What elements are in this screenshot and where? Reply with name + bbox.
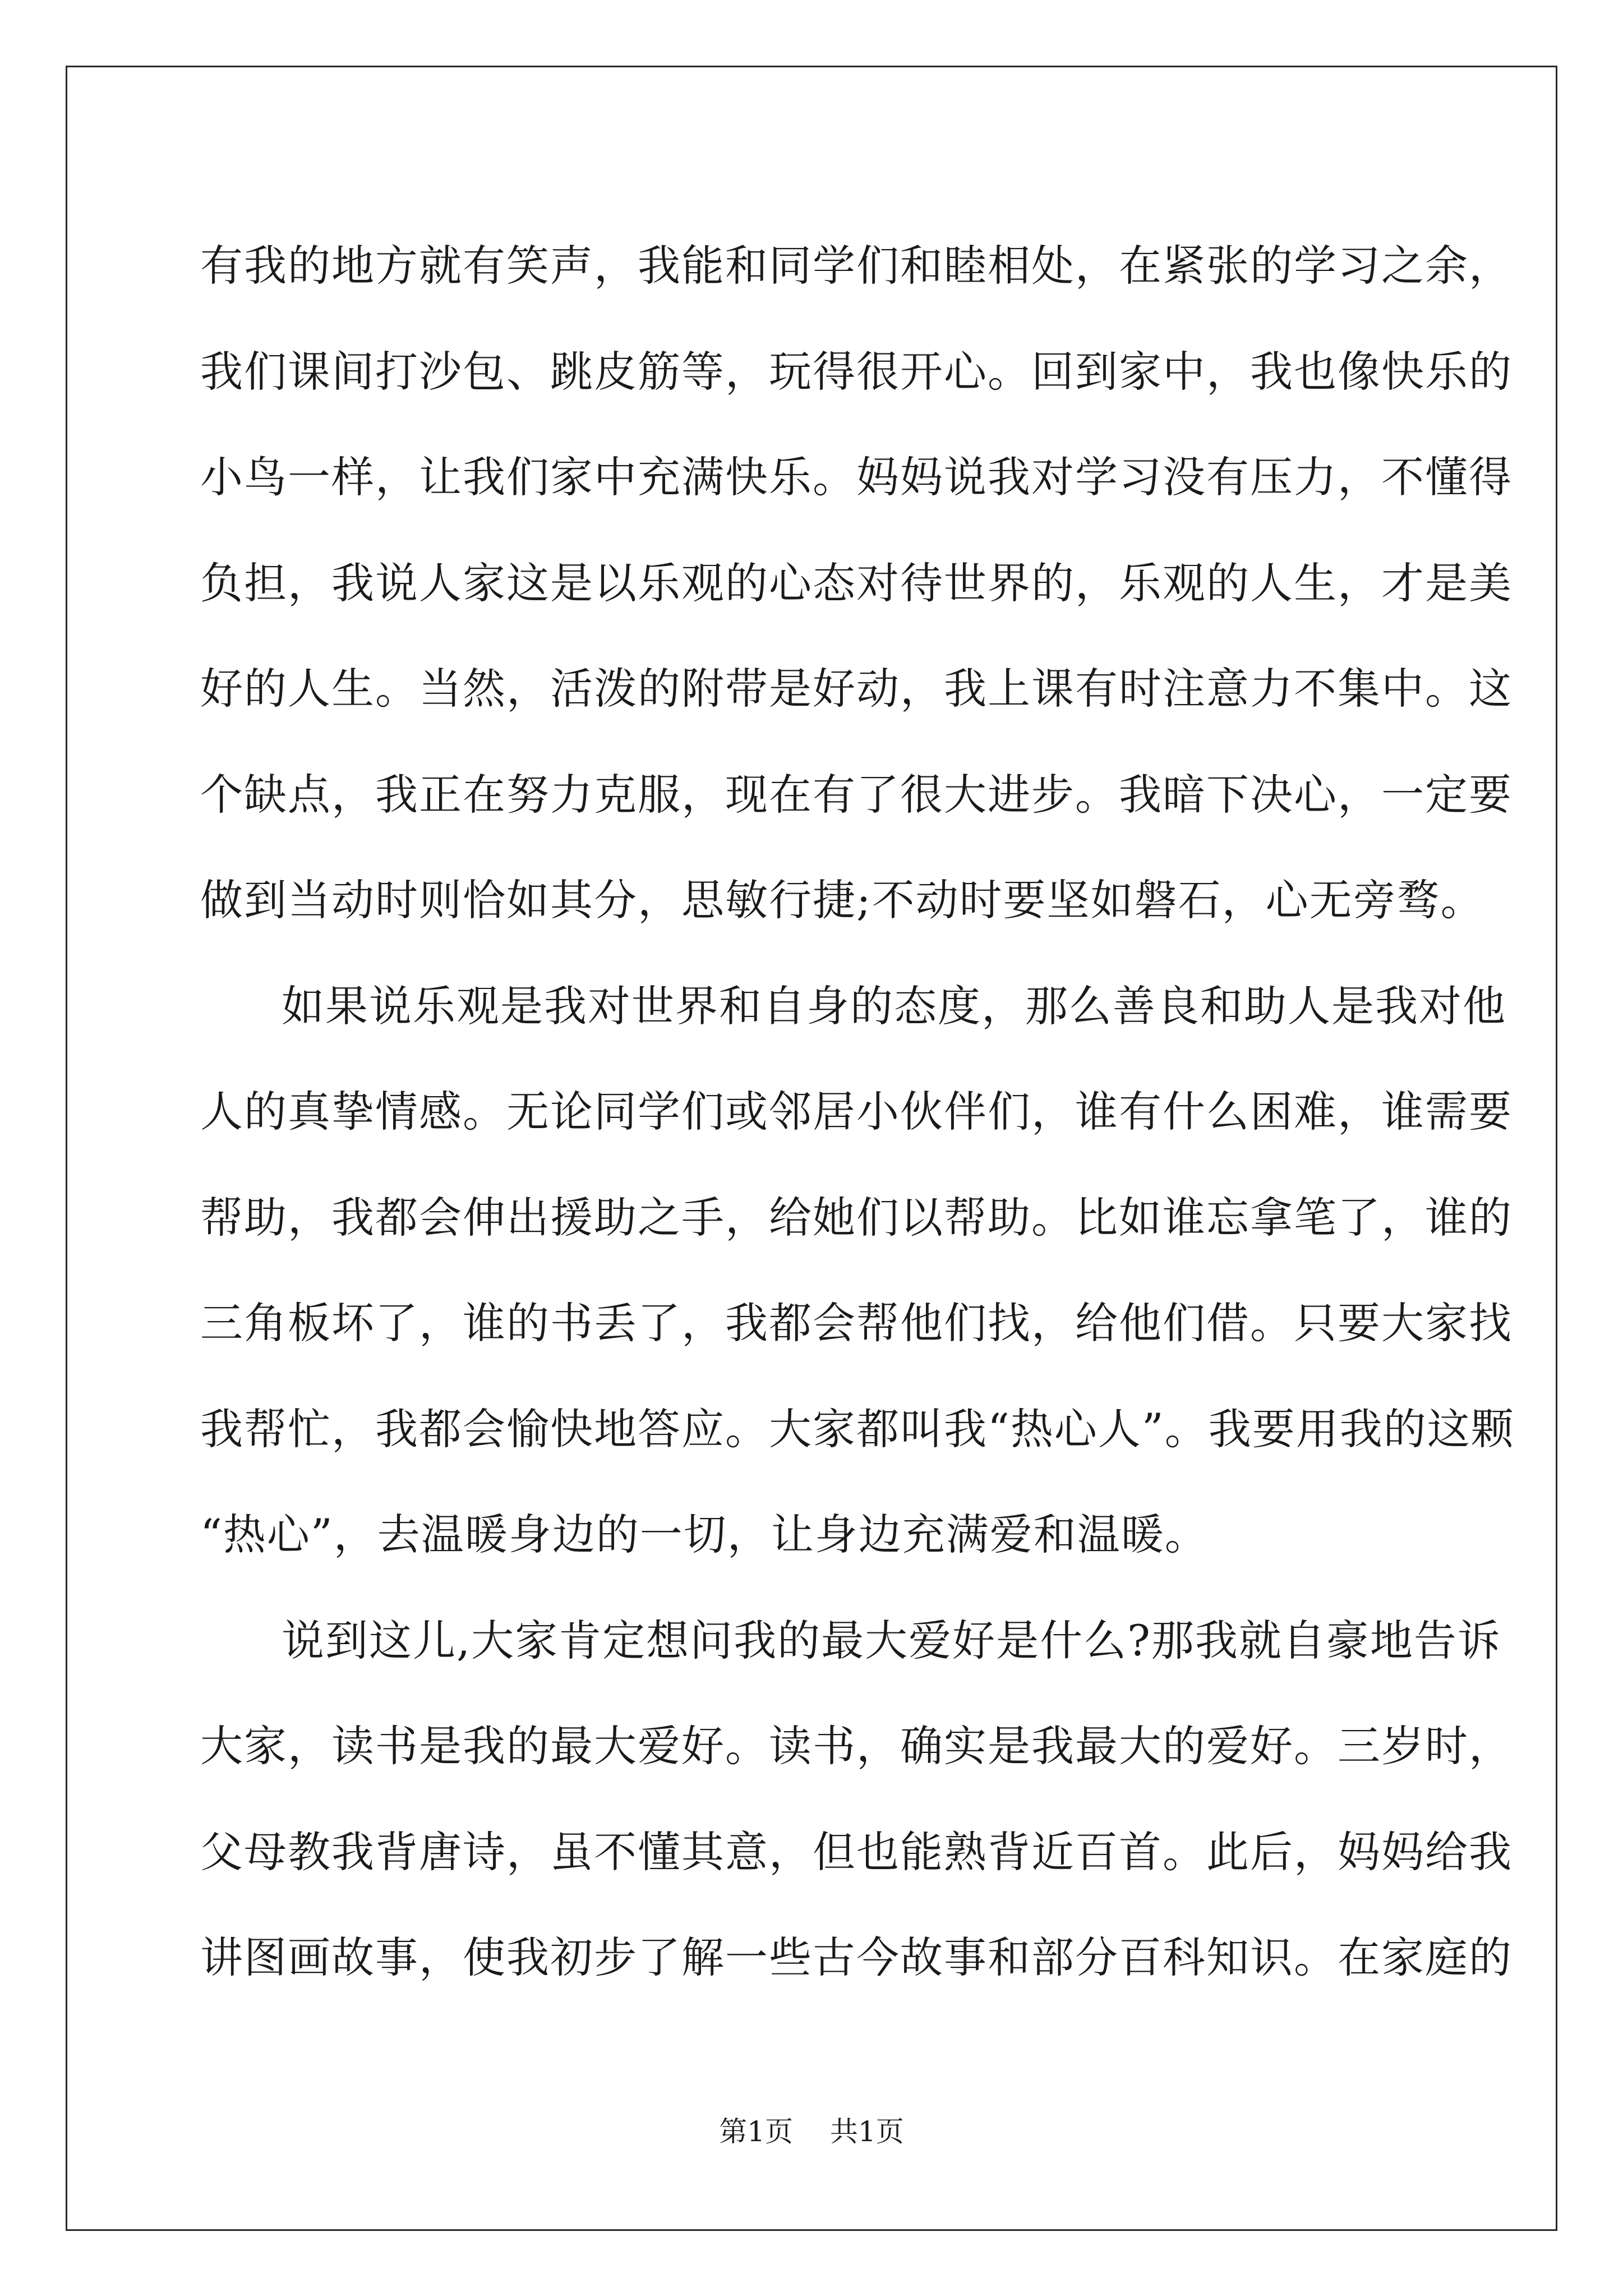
paragraph-start-line: 如果说乐观是我对世界和自身的态度，那么善良和助人是我对他 bbox=[282, 981, 1506, 1031]
text-line: 小鸟一样，让我们家中充满快乐。妈妈说我对学习没有压力，不懂得 bbox=[200, 452, 1513, 502]
paragraph-start-line: 说到这儿,大家肯定想问我的最大爱好是什么?那我就自豪地告诉 bbox=[282, 1615, 1501, 1665]
page-total: 共1页 bbox=[829, 2115, 904, 2148]
text-line: “热心”，去温暖身边的一切，让身边充满爱和温暖。 bbox=[200, 1510, 1209, 1559]
page-number: 第1页 bbox=[719, 2115, 794, 2148]
text-line: 个缺点，我正在努力克服，现在有了很大进步。我暗下决心，一定要 bbox=[200, 769, 1513, 820]
text-line: 做到当动时则恰如其分，思敏行捷;不动时要坚如磐石，心无旁骛。 bbox=[200, 875, 1484, 925]
text-line: 有我的地方就有笑声，我能和同学们和睦相处，在紧张的学习之余， bbox=[200, 241, 1513, 291]
text-line: 我帮忙，我都会愉快地答应。大家都叫我“热心人”。我要用我的这颗 bbox=[200, 1404, 1515, 1454]
text-line: 帮助，我都会伸出援助之手，给她们以帮助。比如谁忘拿笔了，谁的 bbox=[200, 1192, 1513, 1243]
text-line: 讲图画故事，使我初步了解一些古今故事和部分百科知识。在家庭的 bbox=[200, 1932, 1513, 1982]
text-line: 父母教我背唐诗，虽不懂其意，但也能熟背近百首。此后，妈妈给我 bbox=[200, 1826, 1513, 1877]
text-line: 负担，我说人家这是以乐观的心态对待世界的，乐观的人生，才是美 bbox=[200, 558, 1513, 608]
document-body bbox=[200, 213, 1515, 2011]
text-line: 好的人生。当然，活泼的附带是好动，我上课有时注意力不集中。这 bbox=[200, 664, 1513, 714]
text-line: 三角板坏了，谁的书丢了，我都会帮他们找，给他们借。只要大家找 bbox=[200, 1298, 1513, 1348]
page-footer bbox=[0, 2115, 1623, 2148]
text-line: 我们课间打沙包、跳皮筋等，玩得很开心。回到家中，我也像快乐的 bbox=[200, 346, 1513, 397]
text-line: 大家，读书是我的最大爱好。读书，确实是我最大的爱好。三岁时， bbox=[200, 1721, 1513, 1771]
text-line: 人的真挚情感。无论同学们或邻居小伙伴们，谁有什么困难，谁需要 bbox=[200, 1087, 1513, 1137]
